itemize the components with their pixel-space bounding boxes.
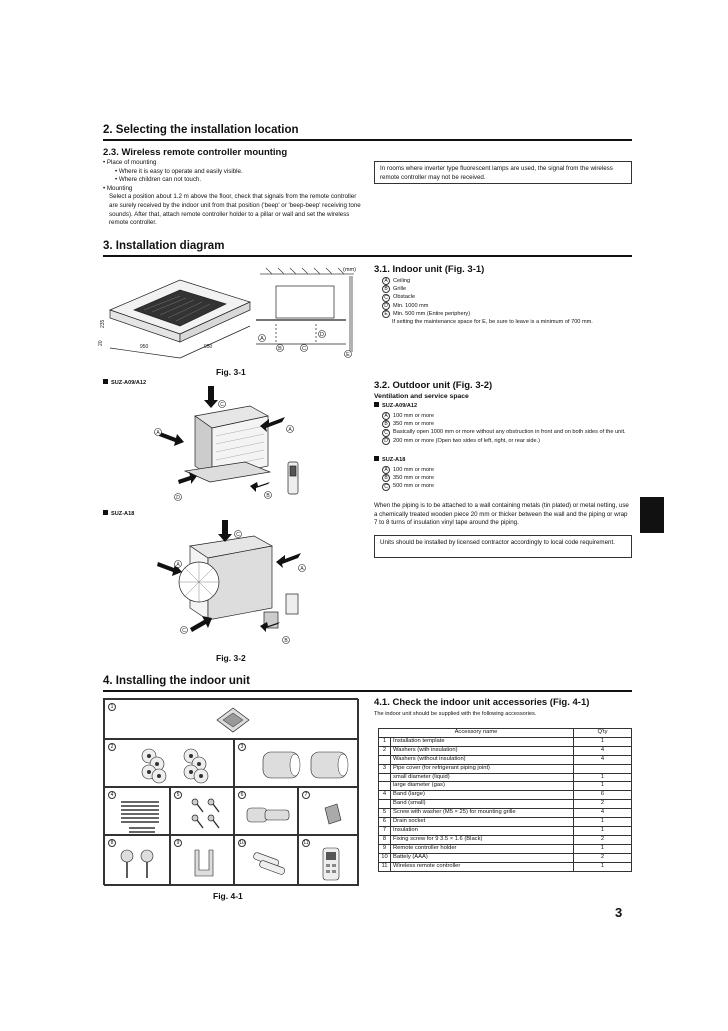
section-3-2-title: 3.2. Outdoor unit (Fig. 3-2) [374, 380, 493, 391]
row-name: small diameter (liquid) [391, 773, 574, 782]
dim-235: 235 [100, 319, 106, 328]
cell-5: 5 [170, 787, 234, 835]
row-number: 1 [379, 737, 391, 746]
row-number [379, 755, 391, 764]
item-min-1000: Min. 1000 mm [393, 302, 429, 309]
section-2-3-title: 2.3. Wireless remote controller mounting [103, 147, 288, 158]
cell-7: 7 [298, 787, 359, 835]
th-qty: Q'ty [574, 729, 632, 738]
row-qty: 1 [574, 844, 632, 853]
section-4-title: 4. Installing the indoor unit [103, 675, 250, 687]
bullet-place-a: • Where it is easy to operate and easily visible. [115, 167, 243, 175]
row-number: 10 [379, 853, 391, 862]
row-name: Installation template [391, 737, 574, 746]
bullet-mounting: • Mounting [103, 184, 133, 192]
row-name: large diameter (gas) [391, 782, 574, 791]
outdoor-unit-a09-diagram [150, 386, 320, 506]
label-e: E [346, 352, 350, 358]
row-name: Fixing screw for 9 3.5 × 1.6 (Black) [391, 835, 574, 844]
bullet-place-b: • Where children can not touch. [115, 176, 202, 184]
table-row [379, 737, 632, 746]
section-3-title: 3. Installation diagram [103, 240, 225, 252]
row-name: Pipe cover (for refrigerant piping joint) [391, 764, 574, 773]
letter-c: C [382, 294, 390, 302]
row-qty: 2 [574, 800, 632, 809]
dim-950-b: 950 [204, 344, 213, 350]
table-row [379, 853, 632, 862]
row-number [379, 773, 391, 782]
label-c: C [302, 346, 306, 352]
section-side-tab [640, 497, 664, 533]
row-qty: 2 [574, 853, 632, 862]
mounting-instructions [103, 159, 365, 228]
row-number: 6 [379, 818, 391, 827]
row-qty [574, 764, 632, 773]
item-min-500: Min. 500 mm (Entire periphery) [393, 310, 471, 317]
row-name: Insulation [391, 826, 574, 835]
inverter-note-box: In rooms where inverter type fluorescent lamps are used, the signal from the wireless remote controller may not be received. [374, 161, 632, 184]
row-name: Band (large) [391, 791, 574, 800]
cell-1: 1 [104, 699, 359, 739]
row-qty: 1 [574, 737, 632, 746]
svg-text:C: C [220, 402, 224, 408]
letter-a: A [382, 277, 390, 285]
row-qty: 1 [574, 826, 632, 835]
table-row [379, 800, 632, 809]
letter-d: D [382, 302, 390, 310]
dim-20: 20 [98, 340, 104, 346]
bullet-place: • Place of mounting [103, 159, 157, 166]
table-row [379, 809, 632, 818]
outdoor-unit-a18-diagram [150, 516, 320, 648]
mounting-text: Select a position about 1.2 m above the floor, check that signals from the remote controller are surely received by the indoor unit from that position ('beep' or 'beep-beep' receiving tone sounds). After that, attach remote controller holder to a pillar or wall and set the wireless remote controller. [109, 193, 361, 227]
cell-6: 6 [234, 787, 298, 835]
table-row [379, 755, 632, 764]
cell-3: 3 [234, 739, 359, 787]
label-d: D [320, 332, 324, 338]
outdoor-a18-list: A 100 mm or more B 350 mm or more C 500 mm or more [382, 466, 634, 491]
svg-text:A: A [300, 566, 304, 572]
th-accessory-name: Accessory name [379, 729, 574, 738]
row-qty: 1 [574, 773, 632, 782]
row-qty: 1 [574, 782, 632, 791]
page-number: 3 [615, 905, 623, 920]
cell-10: 10 [234, 835, 298, 886]
item-ceiling: Ceiling [393, 278, 411, 284]
model-a09-a12-label: SUZ-A09/A12 [103, 379, 146, 387]
label-b: B [278, 346, 282, 352]
cell-11: 11 [298, 835, 359, 886]
fig-3-1-caption: Fig. 3-1 [216, 367, 246, 377]
contractor-note-box: Units should be installed by licensed contractor accordingly to local code requirement. [374, 535, 632, 558]
section-3-1-title: 3.1. Indoor unit (Fig. 3-1) [374, 264, 485, 275]
maintenance-note: If setting the maintenance space for E, be sure to leave is a minimum of 700 mm. [392, 319, 593, 326]
svg-text:B: B [266, 493, 270, 499]
row-number: 5 [379, 809, 391, 818]
row-qty: 4 [574, 809, 632, 818]
row-qty: 1 [574, 862, 632, 871]
cell-2: 2 [104, 739, 234, 787]
table-row [379, 844, 632, 853]
piping-paragraph: When the piping is to be attached to a wall containing metals (tin plated) or metal netting, use a chemically treated wooden piece 20 mm or thicker between the wall and the piping or wrap 7 to 8 turns of insulation vinyl tape around the piping. [374, 502, 629, 527]
model-a18-label: SUZ-A18 [103, 510, 134, 518]
s32-model2: SUZ-A18 [374, 456, 405, 464]
svg-text:C: C [182, 628, 186, 634]
row-qty: 4 [574, 746, 632, 755]
row-name: Drain socket [391, 818, 574, 827]
row-name: Band (small) [391, 800, 574, 809]
row-number: 3 [379, 764, 391, 773]
row-name: Washers (without insulation) [391, 755, 574, 764]
row-name: Battely (AAA) [391, 853, 574, 862]
row-number [379, 782, 391, 791]
row-number: 11 [379, 862, 391, 871]
accessories-intro: The indoor unit should be supplied with the following accessories. [374, 711, 537, 717]
item-obstacle: Obstacle [393, 294, 416, 301]
section-4-rule [103, 690, 632, 692]
row-number [379, 800, 391, 809]
cell-8: 8 [104, 835, 170, 886]
dim-950-a: 950 [140, 344, 149, 350]
row-qty: 4 [574, 755, 632, 764]
letter-e: E [382, 310, 390, 318]
fig-4-1-caption: Fig. 4-1 [213, 891, 243, 901]
section-4-1-title: 4.1. Check the indoor unit accessories (Fig. 4-1) [374, 697, 590, 708]
table-row [379, 818, 632, 827]
cell-9: 9 [170, 835, 234, 886]
accessories-figure [103, 698, 358, 885]
svg-text:B: B [284, 638, 288, 644]
row-number: 4 [379, 791, 391, 800]
accessories-table [378, 728, 632, 872]
row-number: 9 [379, 844, 391, 853]
table-row [379, 826, 632, 835]
label-a: A [260, 336, 264, 342]
svg-text:D: D [176, 495, 180, 501]
row-qty: 6 [574, 791, 632, 800]
letter-b: B [382, 285, 390, 293]
table-row [379, 862, 632, 871]
section-2-rule [103, 139, 632, 141]
row-name: Washers (with insulation) [391, 746, 574, 755]
row-qty: 2 [574, 835, 632, 844]
outdoor-a09-list: A 100 mm or more B 350 mm or more C Basically open 1000 mm or more without any obstruction in front and on both sides of the unit. D 200 mm or more (Open two sides of left, right, or rear side.) [382, 412, 634, 445]
table-row [379, 835, 632, 844]
indoor-unit-list [382, 277, 632, 326]
item-grille: Grille [393, 286, 407, 293]
ventilation-heading: Ventilation and service space [374, 393, 469, 400]
table-row [379, 782, 632, 791]
svg-text:C: C [236, 532, 240, 538]
s32-model1: SUZ-A09/A12 [374, 402, 417, 410]
table-row [379, 746, 632, 755]
table-row [379, 773, 632, 782]
section-3-rule [103, 255, 632, 257]
row-number: 7 [379, 826, 391, 835]
row-name: Screw with washer (M5 × 25) for mounting grille [391, 809, 574, 818]
row-name: Remote controller holder [391, 844, 574, 853]
section-2-title: 2. Selecting the installation location [103, 124, 299, 136]
indoor-unit-diagram [100, 262, 362, 362]
row-number: 2 [379, 746, 391, 755]
units-mm: (mm) [343, 267, 357, 273]
row-number: 8 [379, 835, 391, 844]
svg-text:A: A [288, 427, 292, 433]
cell-4: 4 [104, 787, 170, 835]
svg-text:A: A [176, 562, 180, 568]
svg-text:A: A [156, 430, 160, 436]
row-qty: 1 [574, 818, 632, 827]
table-row [379, 764, 632, 773]
table-row [379, 791, 632, 800]
fig-3-2-caption: Fig. 3-2 [216, 653, 246, 663]
row-name: Wireless remote controller [391, 862, 574, 871]
